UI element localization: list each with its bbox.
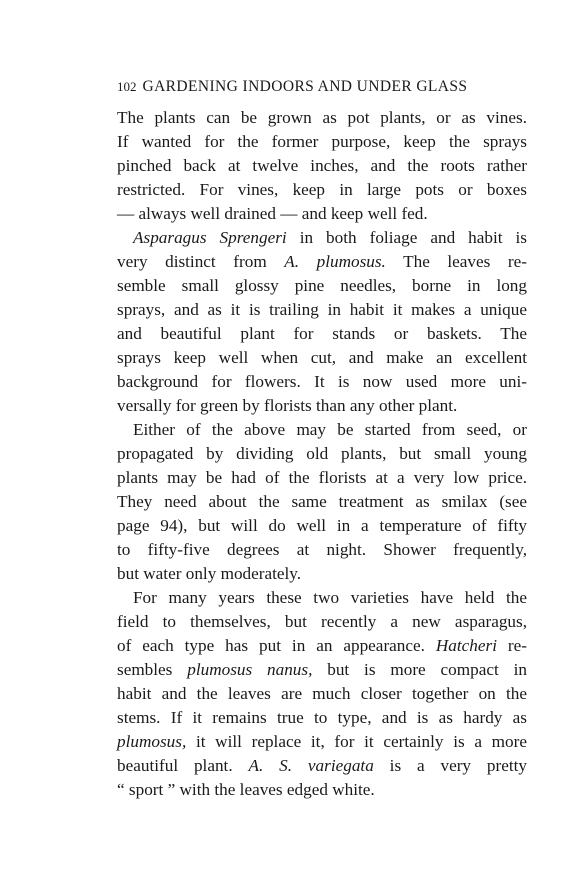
italic-text: plumosus nanus, <box>187 660 313 679</box>
text-line <box>117 418 527 442</box>
text-line <box>117 490 527 514</box>
text-run: beautiful plant. <box>117 756 249 775</box>
text-run: field to themselves, but recently a new asparagus, <box>117 612 527 631</box>
text-line <box>117 394 527 418</box>
text-line <box>117 130 527 154</box>
text-line <box>117 298 527 322</box>
text-run: sprays keep well when cut, and make an excellent <box>117 348 527 367</box>
body-text <box>117 106 527 802</box>
italic-text: Hatcheri <box>435 636 497 655</box>
text-run: restricted. For vines, keep in large pots or boxes <box>117 180 527 199</box>
page-number: 102 <box>117 79 137 94</box>
text-line <box>117 754 527 778</box>
text-line <box>117 154 527 178</box>
text-run: but is more compact in <box>312 660 527 679</box>
text-line <box>117 322 527 346</box>
text-run: For many years these two varieties have held the <box>133 588 527 607</box>
italic-text: A. S. variegata <box>248 756 374 775</box>
text-line <box>117 634 527 658</box>
text-run: Either of the above may be started from seed, or <box>133 420 527 439</box>
text-line <box>117 610 527 634</box>
text-line <box>117 370 527 394</box>
text-line <box>117 442 527 466</box>
italic-text: A. plumosus. <box>284 252 386 271</box>
text-line <box>117 106 527 130</box>
text-run: sembles <box>117 660 188 679</box>
text-line <box>117 346 527 370</box>
text-line <box>117 586 527 610</box>
text-line <box>117 706 527 730</box>
italic-text: Asparagus Sprengeri <box>133 228 287 247</box>
text-run: to fifty-five degrees at night. Shower frequently, <box>117 540 527 559</box>
text-run: versally for green by florists than any other plant. <box>117 396 458 415</box>
text-run: in both foliage and habit is <box>286 228 527 247</box>
paragraph <box>117 418 527 586</box>
text-run: of each type has put in an appearance. <box>117 636 436 655</box>
text-run: is a very pretty <box>373 756 527 775</box>
text-run: very distinct from <box>117 252 285 271</box>
text-run: The plants can be grown as pot plants, or as vines. <box>117 108 527 127</box>
text-run: stems. If it remains true to type, and is as hardy as <box>117 708 527 727</box>
text-line <box>117 778 527 802</box>
text-line <box>117 250 527 274</box>
text-line <box>117 514 527 538</box>
text-run: plants may be had of the florists at a very low price. <box>117 468 527 487</box>
italic-text: plumosus, <box>117 732 187 751</box>
text-run: it will replace it, for it certainly is a more <box>186 732 527 751</box>
text-line <box>117 730 527 754</box>
text-line <box>117 658 527 682</box>
text-run: The leaves re- <box>385 252 527 271</box>
text-run: re- <box>496 636 527 655</box>
text-line <box>117 202 527 226</box>
text-run: pinched back at twelve inches, and the roots rather <box>117 156 527 175</box>
text-line <box>117 682 527 706</box>
running-head <box>117 78 527 96</box>
text-run: semble small glossy pine needles, borne in long <box>117 276 527 295</box>
text-run: background for flowers. It is now used more uni- <box>117 372 527 391</box>
text-run: and beautiful plant for stands or baskets. The <box>117 324 527 343</box>
text-run: page 94), but will do well in a temperature of fifty <box>117 516 527 535</box>
text-run: If wanted for the former purpose, keep the sprays <box>117 132 527 151</box>
text-run: “ sport ” with the leaves edged white. <box>117 780 375 799</box>
text-line <box>117 562 527 586</box>
text-line <box>117 274 527 298</box>
text-line <box>117 226 527 250</box>
text-run: habit and the leaves are much closer together on the <box>117 684 527 703</box>
text-run: sprays, and as it is trailing in habit it makes a unique <box>117 300 527 319</box>
text-run: propagated by dividing old plants, but small young <box>117 444 527 463</box>
running-title: GARDENING INDOORS AND UNDER GLASS <box>142 78 468 95</box>
paragraph <box>117 586 527 802</box>
text-line <box>117 178 527 202</box>
text-run: They need about the same treatment as smilax (see <box>117 492 527 511</box>
text-run: — always well drained — and keep well fed. <box>117 204 428 223</box>
text-run: but water only moderately. <box>117 564 302 583</box>
paragraph <box>117 226 527 418</box>
paragraph <box>117 106 527 226</box>
text-line <box>117 466 527 490</box>
text-line <box>117 538 527 562</box>
